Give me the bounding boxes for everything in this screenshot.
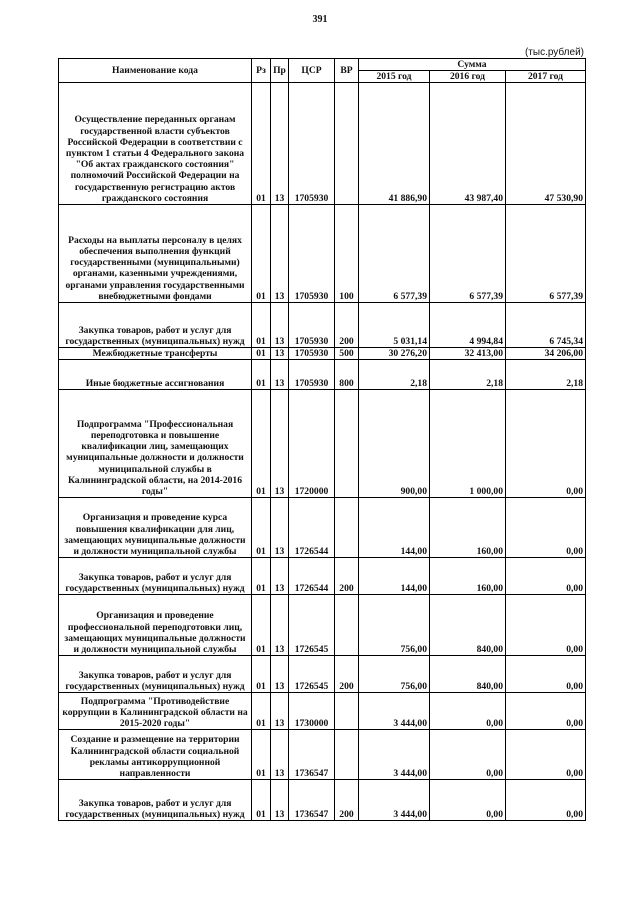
cell-pr: 13: [271, 83, 289, 205]
cell-2017: 34 206,00: [506, 348, 586, 360]
cell-csr: 1726544: [289, 498, 335, 558]
table-row: [59, 558, 586, 595]
cell-rz: 01: [252, 303, 271, 348]
cell-vr: 200: [335, 558, 359, 595]
cell-name: Закупка товаров, работ и услуг для государственных (муниципальных) нужд: [59, 780, 252, 821]
cell-2015: 30 276,20: [359, 348, 430, 360]
cell-pr: 13: [271, 693, 289, 730]
cell-2016: 0,00: [430, 693, 506, 730]
cell-2016: 43 987,40: [430, 83, 506, 205]
cell-rz: 01: [252, 730, 271, 780]
cell-csr: 1705930: [289, 348, 335, 360]
cell-2016: 840,00: [430, 595, 506, 656]
cell-2015: 5 031,14: [359, 303, 430, 348]
cell-pr: 13: [271, 730, 289, 780]
cell-pr: 13: [271, 360, 289, 390]
page-number: 391: [312, 14, 328, 25]
cell-2016: 2,18: [430, 360, 506, 390]
cell-2017: 6 577,39: [506, 205, 586, 303]
cell-pr: 13: [271, 780, 289, 821]
cell-name: Закупка товаров, работ и услуг для государственных (муниципальных) нужд: [59, 656, 252, 693]
cell-pr: 13: [271, 348, 289, 360]
cell-2015: 900,00: [359, 390, 430, 498]
cell-pr: 13: [271, 656, 289, 693]
cell-name: Создание и размещение на территории Калининградской области социальной рекламы антикоррупционной направленности: [59, 730, 252, 780]
unit-note: (тыс.рублей): [524, 47, 584, 58]
cell-2017: 0,00: [506, 498, 586, 558]
cell-2016: 0,00: [430, 780, 506, 821]
cell-vr: [335, 693, 359, 730]
cell-csr: 1730000: [289, 693, 335, 730]
cell-rz: 01: [252, 558, 271, 595]
cell-rz: 01: [252, 205, 271, 303]
cell-rz: 01: [252, 595, 271, 656]
cell-name: Закупка товаров, работ и услуг для государственных (муниципальных) нужд: [59, 303, 252, 348]
cell-2016: 160,00: [430, 498, 506, 558]
cell-vr: [335, 498, 359, 558]
table-row: [59, 303, 586, 348]
cell-2015: 756,00: [359, 595, 430, 656]
cell-csr: 1736547: [289, 730, 335, 780]
header-year-2016: 2016 год: [430, 71, 506, 83]
table-row: [59, 83, 586, 205]
cell-name: Закупка товаров, работ и услуг для государственных (муниципальных) нужд: [59, 558, 252, 595]
cell-pr: 13: [271, 595, 289, 656]
cell-name: Межбюджетные трансферты: [59, 348, 252, 360]
cell-vr: [335, 595, 359, 656]
cell-2017: 0,00: [506, 693, 586, 730]
cell-2015: 756,00: [359, 656, 430, 693]
header-csr: ЦСР: [289, 59, 335, 83]
cell-csr: 1705930: [289, 303, 335, 348]
cell-2016: 1 000,00: [430, 390, 506, 498]
budget-table: [58, 58, 586, 821]
table-row: [59, 390, 586, 498]
cell-csr: 1726545: [289, 656, 335, 693]
cell-rz: 01: [252, 348, 271, 360]
cell-2016: 0,00: [430, 730, 506, 780]
cell-csr: 1705930: [289, 205, 335, 303]
cell-2016: 160,00: [430, 558, 506, 595]
header-sum: Сумма: [359, 59, 586, 71]
cell-rz: 01: [252, 656, 271, 693]
table-row: [59, 360, 586, 390]
cell-vr: 500: [335, 348, 359, 360]
cell-2017: 6 745,34: [506, 303, 586, 348]
cell-name: Осуществление переданных органам государственной власти субъектов Российской Федерации в соответствии с пунктом 1 статьи 4 Федерального закона "Об актах гражданского состояния" полномочий Российской Федерации на государственную регистрацию актов гражданского состояния: [59, 83, 252, 205]
cell-csr: 1726544: [289, 558, 335, 595]
cell-vr: [335, 390, 359, 498]
cell-2015: 41 886,90: [359, 83, 430, 205]
cell-2016: 6 577,39: [430, 205, 506, 303]
cell-2017: 0,00: [506, 656, 586, 693]
cell-2015: 3 444,00: [359, 730, 430, 780]
header-pr: Пр: [271, 59, 289, 83]
cell-2015: 144,00: [359, 558, 430, 595]
cell-pr: 13: [271, 303, 289, 348]
cell-csr: 1705930: [289, 360, 335, 390]
table-row: [59, 498, 586, 558]
cell-name: Расходы на выплаты персоналу в целях обеспечения выполнения функций государственными (муниципальными) органами, казенными учреждениями, органами управления государственными внебюджетными фондами: [59, 205, 252, 303]
cell-2016: 840,00: [430, 656, 506, 693]
cell-name: Организация и проведение курса повышения квалификации для лиц, замещающих муниципальные должности и должности муниципальной службы: [59, 498, 252, 558]
cell-2016: 4 994,84: [430, 303, 506, 348]
cell-vr: 100: [335, 205, 359, 303]
cell-name: Подпрограмма "Противодействие коррупции в Калининградской области на 2015-2020 годы": [59, 693, 252, 730]
cell-rz: 01: [252, 360, 271, 390]
cell-name: Подпрограмма "Профессиональная переподготовка и повышение квалификации лиц, замещающих муниципальные должности и должности муниципальной службы в Калининградской области, на 2014-2016 годы": [59, 390, 252, 498]
cell-2015: 144,00: [359, 498, 430, 558]
cell-vr: 200: [335, 303, 359, 348]
cell-rz: 01: [252, 780, 271, 821]
cell-rz: 01: [252, 83, 271, 205]
table-row: [59, 348, 586, 360]
cell-2017: 0,00: [506, 390, 586, 498]
cell-pr: 13: [271, 498, 289, 558]
cell-2015: 2,18: [359, 360, 430, 390]
cell-name: Организация и проведение профессиональной переподготовки лиц, замещающих муниципальные должности и должности муниципальной службы: [59, 595, 252, 656]
header-rz: Рз: [252, 59, 271, 83]
header-year-2017: 2017 год: [506, 71, 586, 83]
table-body: [59, 83, 586, 821]
cell-2017: 0,00: [506, 595, 586, 656]
cell-rz: 01: [252, 390, 271, 498]
cell-csr: 1726545: [289, 595, 335, 656]
cell-vr: 200: [335, 656, 359, 693]
cell-2015: 3 444,00: [359, 780, 430, 821]
cell-2017: 47 530,90: [506, 83, 586, 205]
table-row: [59, 780, 586, 821]
cell-vr: 800: [335, 360, 359, 390]
table-row: [59, 730, 586, 780]
cell-csr: 1720000: [289, 390, 335, 498]
cell-csr: 1705930: [289, 83, 335, 205]
cell-csr: 1736547: [289, 780, 335, 821]
cell-2015: 3 444,00: [359, 693, 430, 730]
cell-2016: 32 413,00: [430, 348, 506, 360]
cell-2015: 6 577,39: [359, 205, 430, 303]
table-row: [59, 205, 586, 303]
cell-name: Иные бюджетные ассигнования: [59, 360, 252, 390]
cell-rz: 01: [252, 693, 271, 730]
table-row: [59, 693, 586, 730]
cell-pr: 13: [271, 390, 289, 498]
table-row: [59, 595, 586, 656]
header-name: Наименование кода: [59, 59, 252, 83]
cell-pr: 13: [271, 205, 289, 303]
cell-2017: 2,18: [506, 360, 586, 390]
cell-rz: 01: [252, 498, 271, 558]
cell-pr: 13: [271, 558, 289, 595]
cell-vr: [335, 83, 359, 205]
cell-vr: [335, 730, 359, 780]
cell-2017: 0,00: [506, 730, 586, 780]
cell-vr: 200: [335, 780, 359, 821]
header-year-2015: 2015 год: [359, 71, 430, 83]
cell-2017: 0,00: [506, 780, 586, 821]
table-row: [59, 656, 586, 693]
cell-2017: 0,00: [506, 558, 586, 595]
header-vr: ВР: [335, 59, 359, 83]
